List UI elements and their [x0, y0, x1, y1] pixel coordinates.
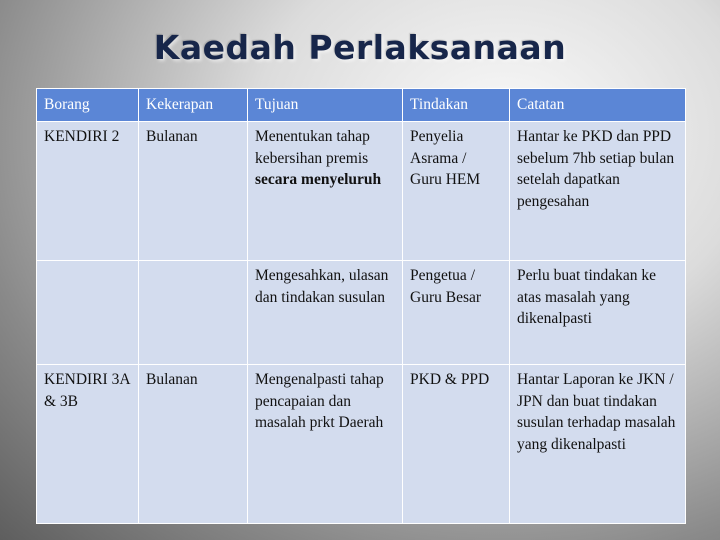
table-row	[37, 365, 686, 524]
table-row	[37, 261, 686, 365]
cell-borang: KENDIRI 2	[37, 122, 139, 261]
header-kekerapan: Kekerapan	[139, 89, 248, 122]
slide-title: Kaedah Perlaksanaan	[153, 28, 567, 67]
cell-catatan: Hantar ke PKD dan PPD sebelum 7hb setiap bulan setelah dapatkan pengesahan	[510, 122, 686, 261]
cell-tujuan	[248, 122, 403, 261]
cell-tujuan: Mengenalpasti tahap pencapaian dan masalah prkt Daerah	[248, 365, 403, 524]
cell-borang	[37, 261, 139, 365]
cell-kekerapan: Bulanan	[139, 122, 248, 261]
header-catatan: Catatan	[510, 89, 686, 122]
cell-tujuan-emphasis: secara menyeluruh	[255, 171, 382, 188]
table-header-row	[37, 89, 686, 122]
cell-tindakan: Pengetua / Guru Besar	[403, 261, 510, 365]
cell-catatan: Hantar Laporan ke JKN / JPN dan buat tindakan susulan terhadap masalah yang dikenalpasti	[510, 365, 686, 524]
table-row	[37, 122, 686, 261]
cell-kekerapan	[139, 261, 248, 365]
cell-catatan: Perlu buat tindakan ke atas masalah yang dikenalpasti	[510, 261, 686, 365]
cell-borang: KENDIRI 3A & 3B	[37, 365, 139, 524]
cell-tujuan-text: Menentukan tahap kebersihan premis	[255, 128, 370, 167]
cell-tindakan: PKD & PPD	[403, 365, 510, 524]
header-tujuan: Tujuan	[248, 89, 403, 122]
header-tindakan: Tindakan	[403, 89, 510, 122]
cell-tujuan: Mengesahkan, ulasan dan tindakan susulan	[248, 261, 403, 365]
cell-tindakan: Penyelia Asrama / Guru HEM	[403, 122, 510, 261]
implementation-table	[36, 88, 686, 524]
cell-kekerapan: Bulanan	[139, 365, 248, 524]
header-borang: Borang	[37, 89, 139, 122]
